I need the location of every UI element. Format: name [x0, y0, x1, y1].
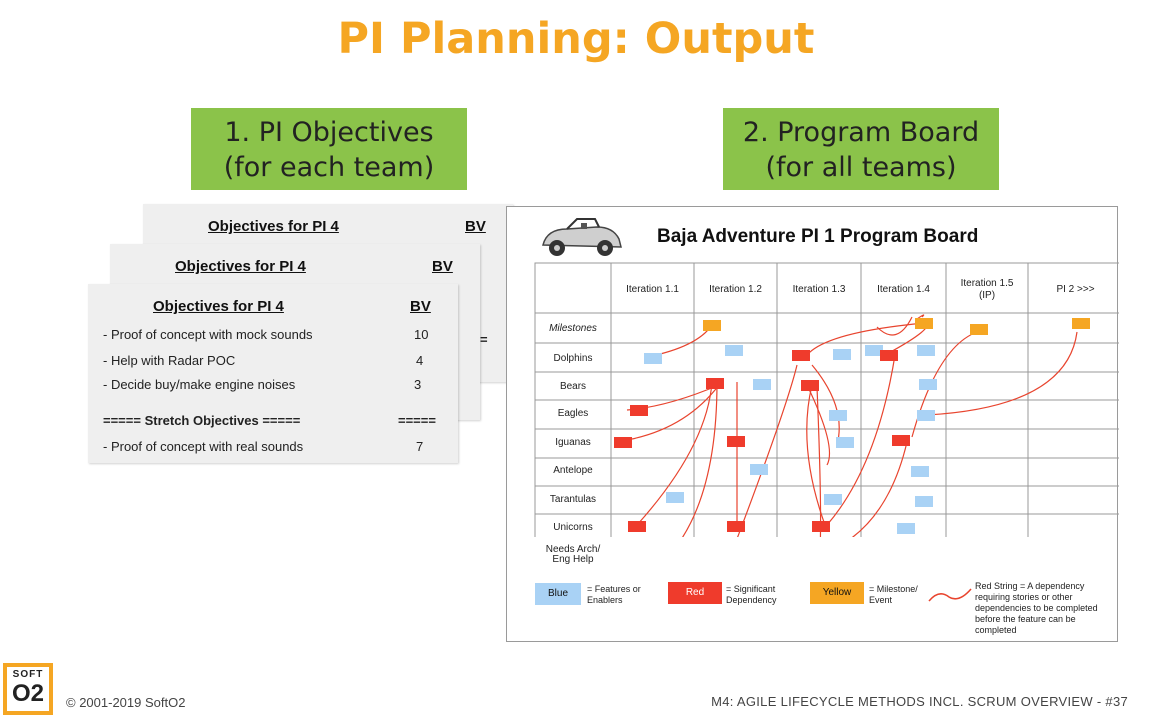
stretch-bv: 7 — [416, 439, 424, 454]
objectives-heading: Objectives for PI 4 — [208, 218, 339, 235]
objectives-heading: Objectives for PI 4 — [153, 298, 284, 315]
milestone-card — [703, 320, 721, 331]
red-string-icon — [927, 585, 973, 605]
column-header: PI 2 >>> — [1056, 284, 1095, 295]
objective-bv: 10 — [414, 327, 429, 342]
board-grid — [507, 207, 1119, 537]
legend-red-desc: = Significant Dependency — [726, 584, 777, 605]
legend-red: Red — [668, 582, 722, 604]
column-header: Iteration 1.2 — [709, 284, 762, 295]
legend-yellow-desc: = Milestone/ Event — [869, 584, 918, 605]
peek-mark: = — [480, 332, 488, 347]
objectives-card-front — [88, 284, 458, 463]
dependency-cards — [614, 350, 910, 537]
column-header: Iteration 1.5 — [960, 278, 1014, 289]
course-footer: M4: AGILE LIFECYCLE METHODS INCL. SCRUM OVERVIEW - #37 — [711, 694, 1128, 709]
pi-objectives-subtitle: (for each team) — [223, 152, 435, 183]
legend-blue-desc: = Features or Enablers — [587, 584, 641, 605]
bv-heading: BV — [432, 258, 453, 275]
row-label: Bears — [559, 381, 587, 392]
objective-item: - Proof of concept with mock sounds — [103, 327, 313, 342]
legend-string-desc: Red String = A dependency requiring stories or other dependencies to be completed before the feature can be completed — [975, 581, 1098, 635]
board-title: Baja Adventure PI 1 Program Board — [657, 226, 979, 247]
softo2-logo: SOFT O2 — [3, 663, 53, 715]
pi-objectives-title: 1. PI Objectives — [224, 117, 434, 148]
objective-item: - Decide buy/make engine noises — [103, 377, 296, 392]
column-header-sub: (IP) — [978, 290, 996, 301]
objective-bv: 3 — [414, 377, 422, 392]
program-board-box — [723, 108, 999, 190]
row-label: Eagles — [557, 408, 589, 419]
column-header: Iteration 1.3 — [792, 284, 846, 295]
objective-item: - Help with Radar POC — [103, 353, 236, 368]
row-label: Dolphins — [553, 353, 593, 364]
row-label: Tarantulas — [549, 494, 597, 505]
stretch-item: - Proof of concept with real sounds — [103, 439, 304, 454]
program-board — [506, 206, 1118, 642]
program-board-subtitle: (for all teams) — [765, 152, 957, 183]
objectives-heading: Objectives for PI 4 — [175, 258, 306, 275]
row-label: Iguanas — [555, 437, 591, 448]
column-header: Iteration 1.1 — [626, 284, 679, 295]
row-label: Needs Arch/ Eng Help — [545, 544, 601, 565]
milestone-card — [970, 324, 988, 335]
program-board-title: 2. Program Board — [742, 117, 980, 148]
objective-bv: 4 — [416, 353, 424, 368]
copyright: © 2001-2019 SoftO2 — [66, 695, 186, 710]
column-header: Iteration 1.4 — [877, 284, 930, 295]
pi-objectives-box — [191, 108, 467, 190]
legend-blue: Blue — [535, 583, 581, 605]
bv-heading: BV — [465, 218, 486, 235]
stretch-bv-heading: ===== — [398, 413, 436, 428]
bv-heading: BV — [410, 298, 431, 315]
stretch-heading: ===== Stretch Objectives ===== — [103, 413, 301, 428]
legend-yellow: Yellow — [810, 582, 864, 604]
row-label: Antelope — [553, 465, 593, 476]
row-label: Milestones — [549, 323, 597, 334]
milestone-card — [1072, 318, 1090, 329]
row-label: Unicorns — [553, 522, 593, 533]
slide-title: PI Planning: Output — [337, 14, 815, 64]
milestone-card — [915, 318, 933, 329]
